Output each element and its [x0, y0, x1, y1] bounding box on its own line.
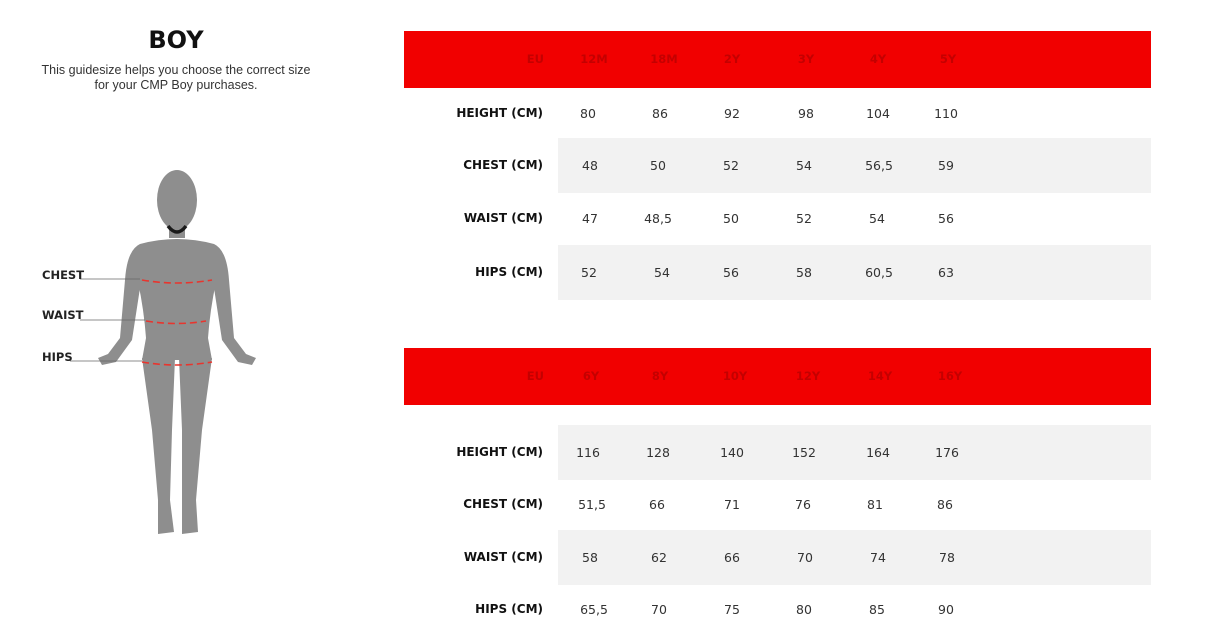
table-cell: 65,5 — [580, 602, 608, 617]
boy-figure — [30, 160, 310, 540]
table-cell: 59 — [938, 158, 954, 173]
table-cell: 66 — [649, 497, 665, 512]
table-row — [404, 582, 1151, 638]
size-header: 3Y — [797, 52, 815, 66]
table-cell: 52 — [796, 211, 812, 226]
table-cell: 51,5 — [578, 497, 606, 512]
table-cell: 164 — [866, 445, 890, 460]
table-row — [404, 245, 1151, 300]
row-label: HEIGHT (CM) — [456, 445, 543, 459]
table-cell: 52 — [581, 265, 597, 280]
table-row — [404, 530, 1151, 585]
row-label: WAIST (CM) — [463, 211, 543, 225]
table-cell: 52 — [723, 158, 739, 173]
size-header: 5Y — [939, 52, 957, 66]
header-eu-label: EU — [526, 52, 544, 66]
size-header: 16Y — [937, 369, 963, 383]
size-header: 18M — [650, 52, 678, 66]
size-header: 6Y — [582, 369, 600, 383]
table-cell: 56,5 — [865, 158, 893, 173]
table-cell: 110 — [934, 106, 958, 121]
table-cell: 92 — [724, 106, 740, 121]
subtitle-line-2: for your CMP Boy purchases. — [94, 78, 258, 92]
table-cell: 128 — [646, 445, 670, 460]
table-cell: 140 — [720, 445, 744, 460]
chest-label: CHEST — [42, 268, 85, 282]
page-title: BOY — [148, 26, 204, 54]
row-label: CHEST (CM) — [463, 158, 543, 172]
table-cell: 80 — [796, 602, 812, 617]
subtitle-line-1: This guidesize helps you choose the correct size — [41, 63, 311, 77]
table-header-row — [404, 31, 1151, 88]
table-cell: 63 — [938, 265, 954, 280]
table-cell: 66 — [724, 550, 740, 565]
table-row — [404, 425, 1151, 480]
table-cell: 47 — [582, 211, 598, 226]
table-cell: 56 — [723, 265, 739, 280]
subtitle — [0, 63, 352, 93]
row-label: HEIGHT (CM) — [456, 106, 543, 120]
table-cell: 75 — [724, 602, 740, 617]
table-cell: 58 — [582, 550, 598, 565]
table-cell: 50 — [650, 158, 666, 173]
size-header: 12M — [580, 52, 608, 66]
table-cell: 50 — [723, 211, 739, 226]
table-row — [404, 86, 1151, 141]
table-header-row — [404, 348, 1151, 405]
table-cell: 74 — [870, 550, 886, 565]
row-label: CHEST (CM) — [463, 497, 543, 511]
table-cell: 70 — [651, 602, 667, 617]
table-cell: 54 — [796, 158, 812, 173]
table-row — [404, 191, 1151, 246]
table-cell: 62 — [651, 550, 667, 565]
table-cell: 80 — [580, 106, 596, 121]
table-cell: 98 — [798, 106, 814, 121]
size-header: 8Y — [651, 369, 669, 383]
table-cell: 85 — [869, 602, 885, 617]
table-cell: 81 — [867, 497, 883, 512]
table-cell: 70 — [797, 550, 813, 565]
table-row — [404, 477, 1151, 532]
table-cell: 54 — [654, 265, 670, 280]
row-label: WAIST (CM) — [463, 550, 543, 564]
table-cell: 116 — [576, 445, 600, 460]
table-cell: 76 — [795, 497, 811, 512]
size-header: 2Y — [723, 52, 741, 66]
row-label: HIPS (CM) — [475, 602, 543, 616]
table-cell: 152 — [792, 445, 816, 460]
table-cell: 104 — [866, 106, 890, 121]
table-cell: 71 — [724, 497, 740, 512]
table-cell: 90 — [938, 602, 954, 617]
table-cell: 56 — [938, 211, 954, 226]
table-cell: 86 — [652, 106, 668, 121]
size-header: 4Y — [869, 52, 887, 66]
table-cell: 78 — [939, 550, 955, 565]
table-cell: 60,5 — [865, 265, 893, 280]
table-cell: 176 — [935, 445, 959, 460]
header-eu-label: EU — [526, 369, 544, 383]
hips-label: HIPS — [42, 350, 73, 364]
size-header: 14Y — [867, 369, 893, 383]
size-header: 12Y — [795, 369, 821, 383]
waist-label: WAIST — [42, 308, 84, 322]
table-cell: 54 — [869, 211, 885, 226]
size-header: 10Y — [722, 369, 748, 383]
table-cell: 48,5 — [644, 211, 672, 226]
row-label: HIPS (CM) — [475, 265, 543, 279]
table-cell: 48 — [582, 158, 598, 173]
table-cell: 58 — [796, 265, 812, 280]
table-row — [404, 138, 1151, 193]
table-cell: 86 — [937, 497, 953, 512]
